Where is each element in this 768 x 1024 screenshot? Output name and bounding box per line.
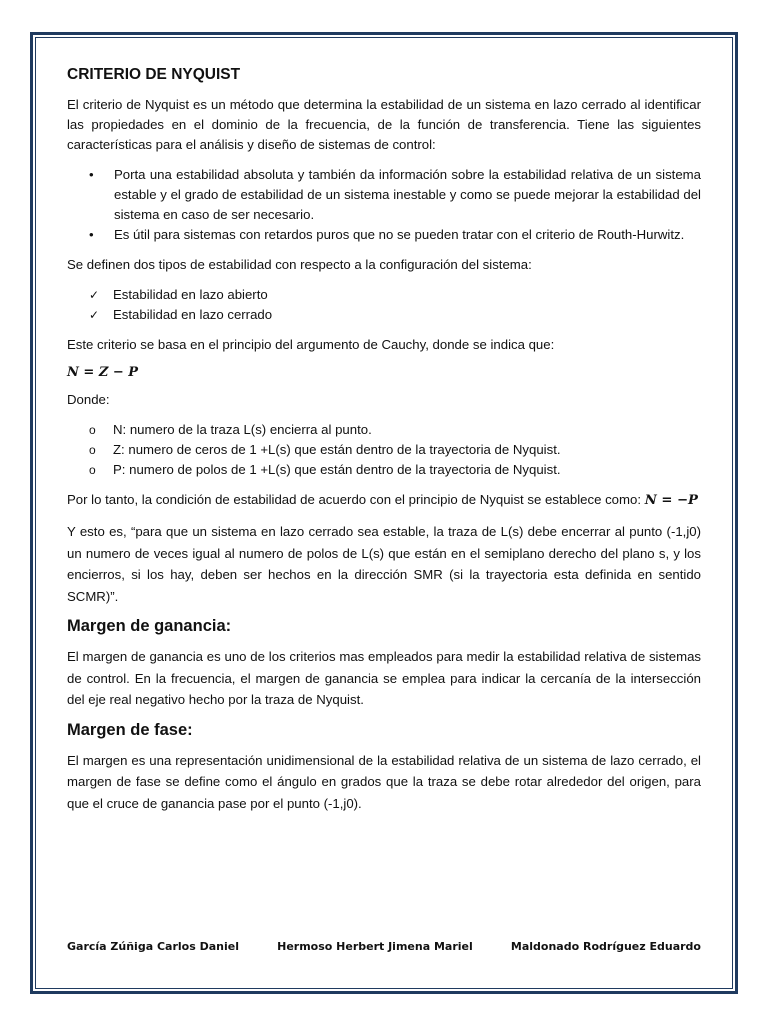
- author-name: Hermoso Herbert Jimena Mariel: [277, 940, 473, 953]
- condition-equation: N = −P: [644, 493, 698, 508]
- equation: N = Z − P: [67, 365, 139, 380]
- condition-paragraph: [67, 490, 701, 511]
- list-item-text: Estabilidad en lazo abierto: [113, 287, 268, 302]
- bullet-icon: •: [89, 227, 94, 242]
- list-item-text: Estabilidad en lazo cerrado: [113, 307, 273, 322]
- list-item: [67, 420, 701, 440]
- checkmark-icon: ✓: [89, 308, 100, 322]
- list-item-text: Porta una estabilidad absoluta y también da información sobre la estabilidad relativa de un sistema estable y el grado de estabilidad de un sistema inestable y como se puede mejorar la estabilidad del sistema en caso de ser necesario.: [114, 167, 701, 222]
- definitions-list: [67, 420, 701, 480]
- cauchy-paragraph: Este criterio se basa en el principio del argumento de Cauchy, donde se indica que:: [67, 337, 555, 352]
- types-intro: Se definen dos tipos de estabilidad con respecto a la configuración del sistema:: [67, 257, 532, 272]
- list-item-text: Z: numero de ceros de 1 +L(s) que están dentro de la trayectoria de Nyquist.: [113, 442, 561, 457]
- stability-types-list: [67, 285, 701, 325]
- phase-margin-paragraph: El margen es una representación unidimensional de la estabilidad relativa de un sistema de lazo cerrado, el margen de fase se define como el ángulo en grados que la traza se debe rotar alrededor del origen, para que el cruce de ganancia pase por el punto (-1,j0).: [67, 752, 701, 811]
- checkmark-icon: ✓: [89, 288, 100, 302]
- list-item: [67, 460, 701, 480]
- phase-margin-heading: Margen de fase:: [67, 720, 193, 739]
- gain-margin-paragraph: El margen de ganancia es uno de los criterios mas empleados para medir la estabilidad relativa de sistemas de control. En la frecuencia, el margen de ganancia se emplea para indicar la cercanía de la intersección del eje real negativo hecho por la traza de Nyquist.: [67, 649, 701, 707]
- list-item: [67, 225, 701, 245]
- list-item-text: Es útil para sistemas con retardos puros que no se pueden tratar con el criterio de Routh-Hurwitz.: [114, 227, 685, 242]
- circle-bullet-icon: o: [89, 463, 96, 477]
- quote-paragraph: Y esto es, “para que un sistema en lazo cerrado sea estable, la traza de L(s) debe encerrar al punto (-1,j0) un numero de veces igual al numero de polos de L(s) que están en el semiplano derecho del plano s, y los encierros, si los hay, deben ser hechos en la dirección SMR (si la trayectoria esta definida en sentido SCMR)”.: [67, 524, 701, 604]
- circle-bullet-icon: o: [89, 443, 96, 457]
- characteristics-list: [67, 165, 701, 245]
- list-item-text: P: numero de polos de 1 +L(s) que están dentro de la trayectoria de Nyquist.: [113, 462, 561, 477]
- document-body: [67, 66, 701, 824]
- bullet-icon: •: [89, 167, 94, 182]
- condition-text: Por lo tanto, la condición de estabilidad de acuerdo con el principio de Nyquist se establece como:: [67, 492, 642, 507]
- gain-margin-heading: Margen de ganancia:: [67, 617, 232, 635]
- authors-footer: [67, 940, 701, 953]
- list-item: [67, 305, 701, 325]
- list-item: [67, 285, 701, 305]
- list-item: [67, 165, 701, 225]
- author-name: García Zúñiga Carlos Daniel: [67, 940, 239, 953]
- donde-label: Donde:: [67, 392, 110, 407]
- page-title: CRITERIO DE NYQUIST: [67, 66, 241, 83]
- intro-paragraph: El criterio de Nyquist es un método que determina la estabilidad de un sistema en lazo cerrado al identificar las propiedades en el dominio de la frecuencia, de la función de transferencia. Tiene las siguientes características para el análisis y diseño de sistemas de control:: [67, 97, 701, 152]
- author-name: Maldonado Rodríguez Eduardo: [510, 940, 701, 953]
- list-item: [67, 440, 701, 460]
- list-item-text: N: numero de la traza L(s) encierra al punto.: [113, 422, 372, 437]
- circle-bullet-icon: o: [89, 423, 96, 437]
